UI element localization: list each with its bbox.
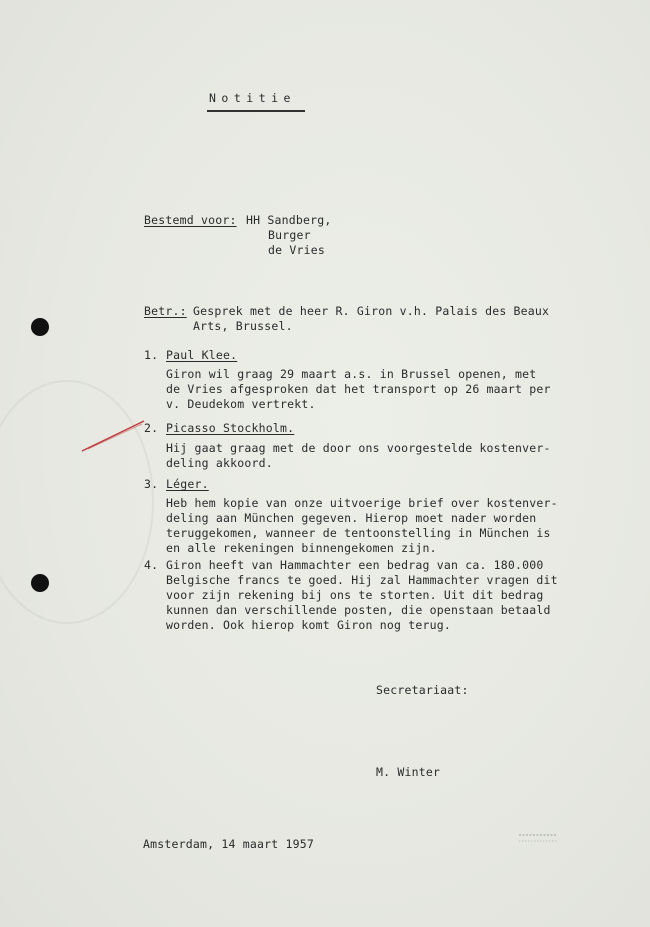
item-line: Belgische francs te goed. Hij zal Hammachter vragen dit — [166, 573, 558, 587]
signature-department: Secretariaat: — [376, 683, 469, 697]
document-title: Notitie — [209, 91, 296, 105]
pencil-scribble — [517, 832, 561, 846]
item-number: 1. — [144, 348, 159, 362]
item-heading: Léger. — [166, 477, 209, 491]
subject-label: Betr.: — [144, 304, 187, 318]
item-line: kunnen dan verschillende posten, die openstaan betaald — [166, 603, 551, 617]
item-line: en alle rekeningen binnengekomen zijn. — [166, 541, 437, 555]
place-date: Amsterdam, 14 maart 1957 — [143, 837, 314, 851]
recipient-label: Bestemd voor: — [144, 213, 237, 227]
item-line: voor zijn rekening bij ons te storten. Uit dit bedrag — [166, 588, 544, 602]
item-line: deling aan München gegeven. Hierop moet nader worden — [166, 511, 537, 525]
item-line: de Vries afgesproken dat het transport op 26 maart per — [166, 382, 551, 396]
item-line: v. Deudekom vertrekt. — [166, 397, 316, 411]
recipient-name: de Vries — [268, 243, 325, 257]
subject-line: Arts, Brussel. — [193, 319, 293, 333]
item-line: worden. Ook hierop komt Giron nog terug. — [166, 618, 451, 632]
item-number: 4. — [144, 558, 159, 572]
faded-stamp-watermark — [0, 380, 154, 624]
item-heading: Picasso Stockholm. — [166, 421, 295, 435]
item-line: Heb hem kopie van onze uitvoerige brief over kostenver- — [166, 496, 558, 510]
item-line: Giron wil graag 29 maart a.s. in Brussel openen, met — [166, 367, 537, 381]
recipient-name: Burger — [268, 228, 311, 242]
punch-hole-bottom — [31, 574, 49, 592]
recipient-name: HH Sandberg, — [246, 213, 332, 227]
item-line: deling akkoord. — [166, 456, 273, 470]
punch-hole-top — [31, 318, 49, 336]
item-line: Giron heeft van Hammachter een bedrag van ca. 180.000 — [166, 558, 544, 572]
item-line: teruggekomen, wanneer de tentoonstelling in München is — [166, 526, 551, 540]
item-heading: Paul Klee. — [166, 348, 238, 362]
item-number: 2. — [144, 421, 159, 435]
item-number: 3. — [144, 477, 159, 491]
signature-name: M. Winter — [376, 765, 441, 779]
subject-line: Gesprek met de heer R. Giron v.h. Palais des Beaux — [193, 304, 550, 318]
title-underline — [207, 110, 305, 112]
item-line: Hij gaat graag met de door ons voorgestelde kostenver- — [166, 441, 551, 455]
red-pencil-mark — [80, 418, 146, 454]
